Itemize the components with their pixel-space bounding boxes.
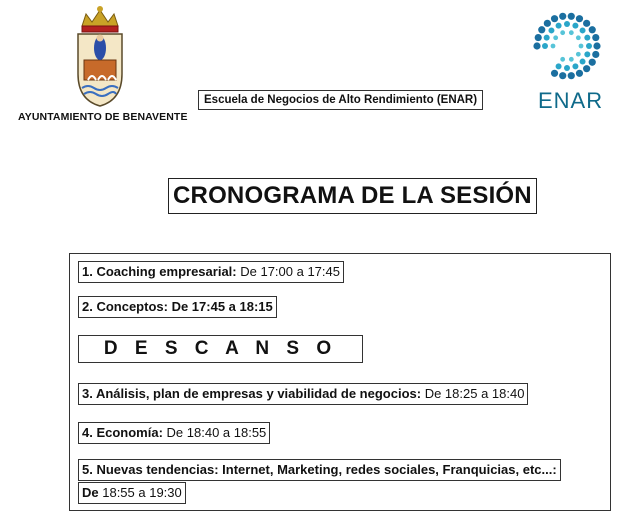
enar-logo-dot xyxy=(583,65,590,72)
enar-logo-dot xyxy=(584,51,590,57)
enar-logo-dot xyxy=(556,63,562,69)
enar-logo-dot xyxy=(572,63,578,69)
enar-logo-dot xyxy=(568,72,575,79)
enar-logo-dot xyxy=(589,59,596,66)
enar-logo-dot xyxy=(589,26,596,33)
enar-logo-dot xyxy=(548,27,554,33)
enar-dots-logo xyxy=(524,8,610,86)
enar-logo-dot xyxy=(592,34,599,41)
schedule-item-coaching xyxy=(78,261,344,283)
schedule-item-economia xyxy=(78,422,270,444)
schedule-item-label: 1. Coaching empresarial: xyxy=(82,264,237,279)
ayuntamiento-label: AYUNTAMIENTO DE BENAVENTE xyxy=(18,111,188,123)
enar-logo-dot xyxy=(586,43,592,49)
enar-logo-dot xyxy=(533,42,540,49)
enar-logo-dot xyxy=(593,42,600,49)
schedule-item-label: 5. Nuevas tendencias: Internet, Marketing, redes sociales, Franquicias, etc...: xyxy=(82,462,557,477)
enar-logo-dot xyxy=(564,21,570,27)
schedule-item-time: De 18:40 a 18:55 xyxy=(162,425,267,440)
enar-logo-dot xyxy=(559,72,566,79)
schedule-item-time: 18:55 a 19:30 xyxy=(98,485,182,500)
enar-logo-dot xyxy=(583,20,590,27)
enar-logo-dot xyxy=(576,70,583,77)
enar-logo-dot xyxy=(560,57,565,62)
enar-logo-dot xyxy=(544,35,550,41)
enar-logo-dot xyxy=(568,13,575,20)
ayuntamiento-crest-logo xyxy=(72,4,128,108)
school-name-box: Escuela de Negocios de Alto Rendimiento (ENAR) xyxy=(198,90,483,110)
enar-logo-dot xyxy=(584,35,590,41)
enar-logo-dot xyxy=(560,30,565,35)
enar-logo-dot xyxy=(544,20,551,27)
enar-logo-dot xyxy=(572,23,578,29)
schedule-item-nuevas-tendencias xyxy=(78,459,561,481)
enar-logo-dot xyxy=(569,57,574,62)
enar-logo-dot xyxy=(576,52,581,57)
schedule-item-nuevas-tendencias-time xyxy=(78,482,186,504)
enar-logo-dot xyxy=(559,13,566,20)
enar-logo-dot xyxy=(551,15,558,22)
enar-logo-dot xyxy=(592,51,599,58)
enar-logo-dot xyxy=(535,34,542,41)
schedule-item-label: 3. Análisis, plan de empresas y viabilidad de negocios: xyxy=(82,386,422,401)
enar-logo-dot xyxy=(538,26,545,33)
page-title: CRONOGRAMA DE LA SESIÓN xyxy=(168,178,537,214)
schedule-item-conceptos xyxy=(78,296,277,318)
schedule-break-descanso: D E S C A N S O xyxy=(78,335,363,363)
schedule-item-label: 4. Economía: xyxy=(82,425,163,440)
enar-logo-dot xyxy=(551,70,558,77)
enar-logo-dot xyxy=(580,59,586,65)
enar-logo-dot xyxy=(542,43,548,49)
enar-logo-dot xyxy=(576,15,583,22)
enar-logo-dot xyxy=(579,44,584,49)
enar-logo-dot xyxy=(553,35,558,40)
enar-logo-dot xyxy=(576,35,581,40)
enar-logo-dot xyxy=(580,27,586,33)
schedule-item-time: De 17:00 a 17:45 xyxy=(236,264,340,279)
schedule-item-time: De 18:25 a 18:40 xyxy=(421,386,525,401)
enar-brand-text: ENAR xyxy=(538,88,604,113)
enar-logo-dot xyxy=(551,44,556,49)
schedule-item-label: 2. Conceptos: De 17:45 a 18:15 xyxy=(82,299,273,314)
schedule-item-analisis xyxy=(78,383,528,405)
enar-logo-dot xyxy=(564,65,570,71)
enar-logo-dot xyxy=(569,30,574,35)
schedule-item-label: De xyxy=(82,485,99,500)
enar-logo-dot xyxy=(556,23,562,29)
